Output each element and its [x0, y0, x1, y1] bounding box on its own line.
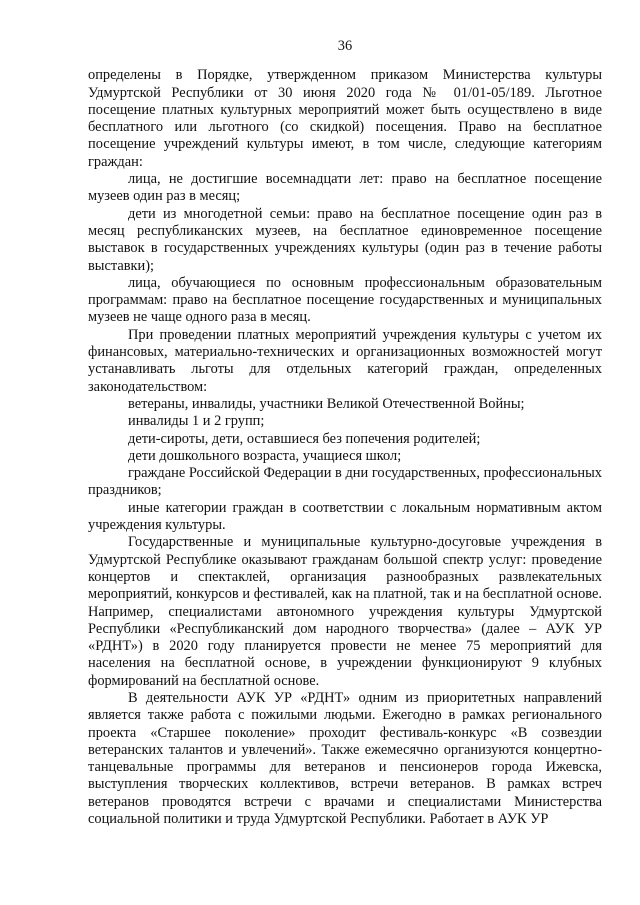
paragraph: граждане Российской Федерации в дни государственных, профессиональных праздников; [88, 465, 602, 499]
paragraph: дети из многодетной семьи: право на бесплатное посещение один раз в месяц республиканских музеев, на бесплатное единовременное посещение выставок в государственных учреждениях культуры (один раз в течение работы выставки); [88, 205, 602, 274]
paragraph: В деятельности АУК УР «РДНТ» одним из приоритетных направлений является также работа с пожилыми людьми. Ежегодно в рамках регионального проекта «Старшее поколение» проходит фестиваль-конкурс «В созвездии ветеранских талантов и увлечений». Также ежемесячно организуются концертно-танцевальные программы для ветеранов и пенсионеров города Ижевска, выступления творческих коллективов, встречи ветеранов. В рамках встреч ветеранов проводятся встречи с врачами и специалистами Министерства социальной политики и труда Удмуртской Республики. Работает в АУК УР [88, 689, 602, 828]
body-text [88, 67, 602, 828]
paragraph: иные категории граждан в соответствии с локальным нормативным актом учреждения культуры. [88, 499, 602, 534]
paragraph: При проведении платных мероприятий учреждения культуры с учетом их финансовых, материально-технических и организационных возможностей могут устанавливать льготы для отдельных категорий граждан, определенных законодательством: [88, 326, 602, 395]
paragraph: ветераны, инвалиды, участники Великой Отечественной Войны; [128, 395, 525, 412]
paragraph: дети-сироты, дети, оставшиеся без попечения родителей; [128, 430, 481, 447]
paragraph: дети дошкольного возраста, учащиеся школ; [128, 447, 402, 464]
page-number: 36 [337, 38, 353, 54]
paragraph: Государственные и муниципальные культурно-досуговые учреждения в Удмуртской Республике оказывают гражданам большой спектр услуг: проведение концертов и спектаклей, организация разнообразных развлекательных мероприятий, конкурсов и фестивалей, как на платной, так и на бесплатной основе. Например, специалистами автономного учреждения культуры Удмуртской Республики «Республиканский дом народного творчества» (далее – АУК УР «РДНТ») в 2020 году планируется провести не менее 75 мероприятий для населения на бесплатной основе, в учреждении функционируют 9 клубных формирований на бесплатной основе. [88, 534, 602, 689]
paragraph: определены в Порядке, утвержденном приказом Министерства культуры Удмуртской Республики от 30 июня 2020 года № 01/01-05/189. Льготное посещение платных культурных мероприятий может быть осуществлено в виде бесплатного или льготного (со скидкой) посещения. Право на бесплатное посещение учреждений культуры имеют, в том числе, следующие категориям граждан: [88, 67, 602, 170]
paragraph: лица, обучающиеся по основным профессиональным образовательным программам: право на бесплатное посещение государственных и муниципальных музеев не чаще одного раза в месяц. [88, 274, 602, 326]
paragraph: лица, не достигшие восемнадцати лет: право на бесплатное посещение музеев один раз в месяц; [88, 171, 602, 205]
paragraph: инвалиды 1 и 2 групп; [128, 413, 265, 430]
